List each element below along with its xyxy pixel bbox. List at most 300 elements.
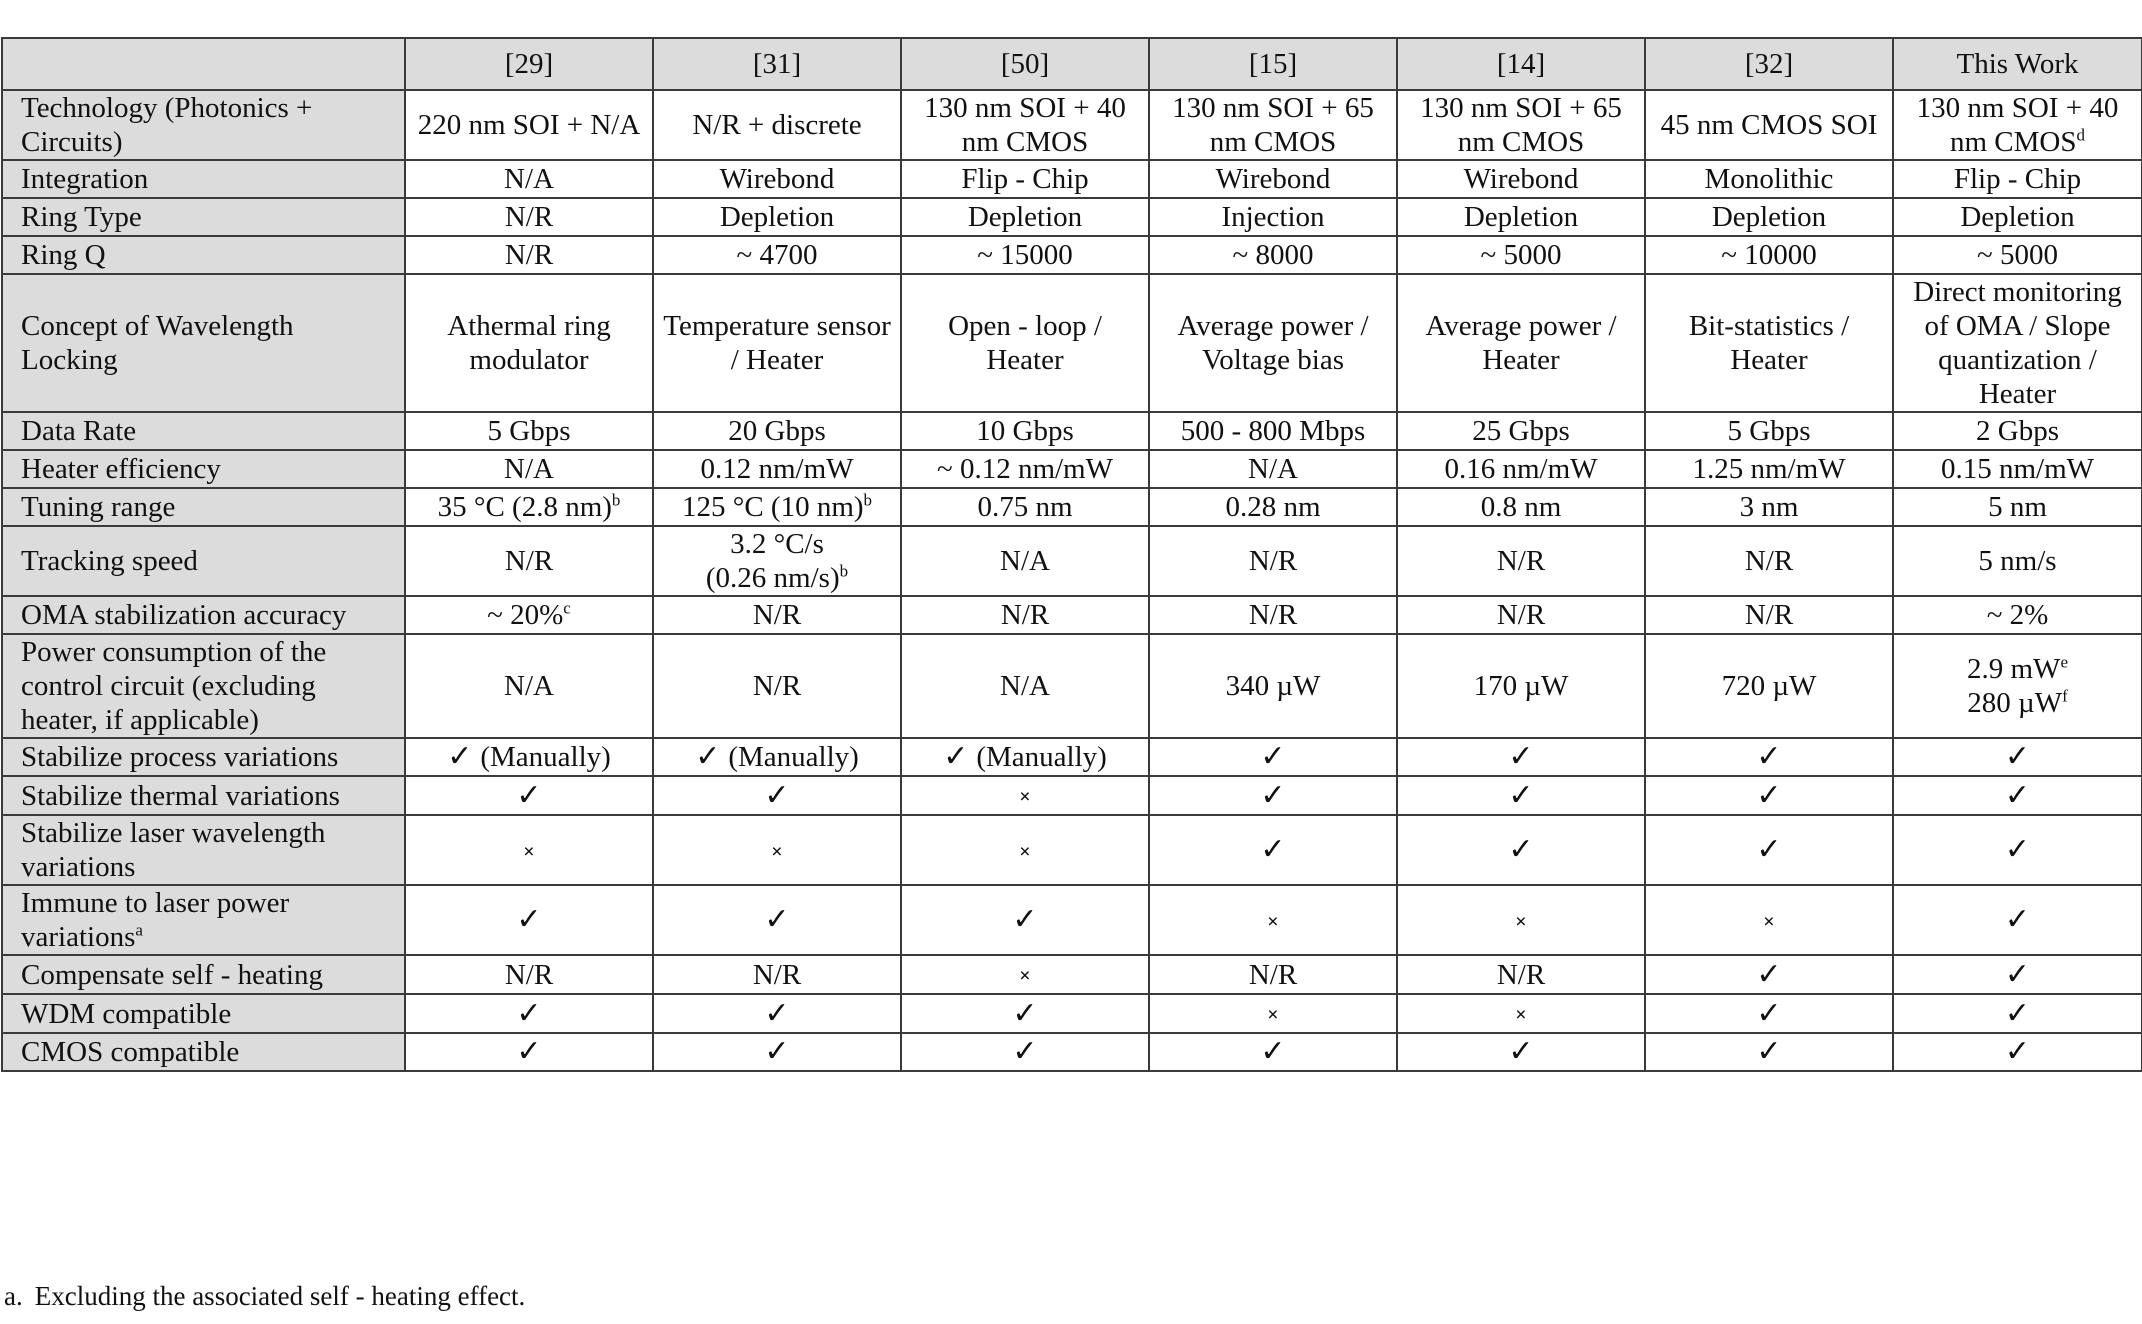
table-row: [2, 412, 2142, 450]
cell-text: 2.9 mW: [1967, 653, 2061, 685]
cell-text: Wirebond: [719, 163, 835, 195]
cell-text: 35 °C (2.8 nm): [437, 491, 612, 523]
table-cell: [405, 236, 653, 274]
cross-icon: ×: [523, 840, 535, 863]
table-cell: [1645, 274, 1893, 412]
cross-icon: ×: [1515, 910, 1527, 933]
table-cell: [1149, 955, 1397, 994]
footnote-text: Excluding the associated self - heating effect.: [34, 1281, 526, 1311]
table-cell: [1149, 274, 1397, 412]
table-cell: [901, 885, 1149, 955]
comparison-table: [1, 37, 2142, 1072]
cell-text: N/A: [504, 453, 554, 485]
check-icon: ✓: [2004, 740, 2031, 773]
table-row: [2, 634, 2142, 738]
cell-text: Depletion: [1463, 201, 1579, 233]
row-label-text: Technology (Photonics + Circuits): [21, 92, 313, 158]
table-cell: [653, 526, 901, 596]
column-header-text: [15]: [1248, 48, 1298, 80]
row-label-text: Stabilize process variations: [21, 741, 339, 773]
row-label-text: Ring Q: [21, 239, 106, 271]
check-icon: ✓: [1508, 833, 1534, 866]
cell-text: 10 Gbps: [976, 415, 1074, 447]
table-cell: [901, 596, 1149, 634]
table-cell: [1645, 994, 1893, 1033]
row-label-concept: [2, 274, 405, 412]
cell-text: Open - loop / Heater: [948, 310, 1102, 376]
row-label-data-rate: [2, 412, 405, 450]
cell-text: 45 nm CMOS SOI: [1660, 109, 1878, 141]
table-row: [2, 526, 2142, 596]
check-icon: ✓: [2004, 996, 2031, 1030]
table-cell: [1893, 412, 2142, 450]
column-header-text: [50]: [1000, 48, 1050, 80]
cell-text: Average power / Voltage bias: [1177, 310, 1369, 376]
cell-text: N/A: [1000, 670, 1050, 702]
check-icon: ✓: [1260, 778, 1286, 812]
check-icon: ✓: [2004, 957, 2031, 991]
cell-text: 0.15 nm/mW: [1940, 453, 2095, 485]
manual-note: (Manually): [728, 741, 859, 773]
cell-text: 20 Gbps: [728, 415, 826, 447]
cell-text: N/R: [1248, 599, 1298, 631]
check-icon: ✓: [516, 1035, 542, 1068]
table-cell: [1893, 885, 2142, 955]
table-cell: [901, 450, 1149, 488]
table-cell: [1893, 776, 2142, 815]
footnote-ref: b: [839, 561, 849, 581]
cross-icon: ×: [1267, 1004, 1279, 1026]
table-cell: [405, 488, 653, 526]
cross-icon: ×: [1019, 965, 1031, 987]
table-cell: [653, 815, 901, 885]
cell-text: Temperature sensor / Heater: [663, 310, 891, 376]
cell-text: N/R + discrete: [692, 109, 862, 141]
table-cell: [653, 955, 901, 994]
cell-text: Depletion: [1711, 201, 1827, 233]
table-cell: [1645, 236, 1893, 274]
row-label-ring-type: [2, 198, 405, 236]
column-header: [405, 38, 653, 90]
table-cell: [1149, 776, 1397, 815]
table-cell: [405, 815, 653, 885]
cell-text: N/A: [504, 163, 554, 195]
table-cell: [901, 815, 1149, 885]
table-cell: [1645, 596, 1893, 634]
footnote-ref: d: [2076, 125, 2085, 145]
row-label-text: Heater efficiency: [21, 453, 221, 485]
cell-text: N/A: [1248, 453, 1298, 485]
table-cell: [901, 160, 1149, 198]
table-row: [2, 450, 2142, 488]
table-cell: [405, 776, 653, 815]
table-cell: [405, 90, 653, 160]
table-cell: [1893, 815, 2142, 885]
cell-text: 130 nm SOI + 40 nm CMOS: [924, 92, 1126, 158]
manual-note: (Manually): [480, 741, 611, 773]
row-label-text: Concept of Wavelength Locking: [21, 310, 294, 376]
row-label-text: Integration: [21, 163, 149, 195]
row-label-wdm: [2, 994, 405, 1033]
check-icon: ✓: [943, 740, 969, 773]
cell-text: Direct monitoring of OMA / Slope quantization / Heater: [1913, 276, 2122, 410]
table-cell: [405, 160, 653, 198]
column-header-text: This Work: [1956, 48, 2079, 80]
table-cell: [1893, 994, 2142, 1033]
table-cell: [1149, 526, 1397, 596]
table-cell: [1397, 450, 1645, 488]
cell-text: ~ 2%: [1986, 599, 2049, 631]
column-header-text: [14]: [1496, 48, 1546, 80]
table-cell: [1397, 596, 1645, 634]
table-cell: [1645, 815, 1893, 885]
table-cell: [1893, 1033, 2142, 1071]
cell-text: N/R: [1000, 599, 1050, 631]
table-cell: [1645, 776, 1893, 815]
footnote-mark: a.: [4, 1281, 23, 1311]
footnote-ref: b: [863, 490, 873, 510]
table-cell: [1645, 634, 1893, 738]
check-icon: ✓: [764, 1035, 790, 1068]
table-cell: [1893, 596, 2142, 634]
table-cell: [1149, 634, 1397, 738]
cell-text: N/A: [504, 670, 554, 702]
table-cell: [901, 412, 1149, 450]
check-icon: ✓: [1756, 778, 1782, 812]
cell-text: 130 nm SOI + 65 nm CMOS: [1172, 92, 1374, 158]
table-row: [2, 1033, 2142, 1071]
table-row: [2, 994, 2142, 1033]
column-header-text: [29]: [504, 48, 554, 80]
table-cell: [1149, 488, 1397, 526]
table-cell: [1645, 160, 1893, 198]
check-icon: ✓: [764, 778, 790, 812]
cell-text: Monolithic: [1704, 163, 1834, 195]
table-cell: [653, 738, 901, 776]
cell-text: N/A: [1000, 545, 1050, 577]
table-cell: [1397, 815, 1645, 885]
check-icon: ✓: [2004, 1035, 2031, 1068]
row-label-text: Compensate self - heating: [21, 958, 323, 991]
table-cell: [1397, 885, 1645, 955]
row-label-process: [2, 738, 405, 776]
table-row: [2, 160, 2142, 198]
table-cell: [901, 634, 1149, 738]
check-icon: ✓: [1756, 996, 1782, 1030]
cell-text: Bit-statistics / Heater: [1688, 310, 1850, 376]
table-cell: [1397, 274, 1645, 412]
table-cell: [653, 596, 901, 634]
check-icon: ✓: [516, 903, 542, 936]
table-cell: [1645, 450, 1893, 488]
table-cell: [1893, 955, 2142, 994]
table-cell: [405, 526, 653, 596]
table-cell: [405, 198, 653, 236]
row-label-oma: [2, 596, 405, 634]
table-cell: [1397, 776, 1645, 815]
row-label-cmos: [2, 1033, 405, 1071]
footnote: [4, 1281, 525, 1312]
table-cell: [1645, 955, 1893, 994]
header-row: [2, 38, 2142, 90]
cell-text-line2: (0.26 nm/s): [705, 562, 840, 594]
table-cell: [1893, 526, 2142, 596]
row-label-text: Immune to laser power variations: [21, 887, 290, 953]
cell-text: Wirebond: [1463, 163, 1579, 195]
table-cell: [653, 634, 901, 738]
table-row: [2, 198, 2142, 236]
footnote-ref: b: [611, 490, 621, 510]
row-label-text: Tuning range: [21, 491, 176, 523]
check-icon: ✓: [1012, 903, 1038, 936]
row-label-self-heat: [2, 955, 405, 994]
table-cell: [901, 526, 1149, 596]
table-row: [2, 738, 2142, 776]
table-cell: [1397, 236, 1645, 274]
cell-text: Flip - Chip: [1953, 163, 2082, 195]
cross-icon: ×: [1019, 786, 1031, 808]
cell-text: 220 nm SOI + N/A: [417, 109, 641, 141]
check-icon: ✓: [1508, 740, 1534, 773]
cell-text: 0.28 nm: [1225, 491, 1321, 523]
table-cell: [653, 274, 901, 412]
row-label-technology: [2, 90, 405, 160]
check-icon: ✓: [1756, 740, 1782, 773]
cell-text: N/R: [504, 239, 554, 271]
table-body: [2, 38, 2142, 1071]
column-header: [1645, 38, 1893, 90]
comparison-table-container: [1, 37, 2141, 1072]
table-cell: [1397, 198, 1645, 236]
cell-text: N/R: [504, 545, 554, 577]
footnote-ref: a: [135, 920, 143, 940]
cell-text: 125 °C (10 nm): [681, 491, 864, 523]
table-cell: [1893, 738, 2142, 776]
cell-text: N/R: [1248, 545, 1298, 577]
header-corner-cell: [2, 38, 405, 90]
cell-text: Depletion: [967, 201, 1083, 233]
table-cell: [653, 90, 901, 160]
table-cell: [1645, 488, 1893, 526]
cell-text: N/R: [752, 958, 802, 991]
row-label-tracking: [2, 526, 405, 596]
table-cell: [1397, 526, 1645, 596]
table-cell: [1893, 90, 2142, 160]
cell-text: 130 nm SOI + 65 nm CMOS: [1420, 92, 1622, 158]
row-label-text: OMA stabilization accuracy: [21, 599, 347, 631]
table-cell: [1397, 738, 1645, 776]
check-icon: ✓: [1508, 778, 1534, 812]
check-icon: ✓: [2004, 833, 2031, 866]
cross-icon: ×: [1763, 910, 1775, 933]
check-icon: ✓: [1508, 1035, 1534, 1068]
cell-text: Wirebond: [1215, 163, 1331, 195]
table-cell: [1397, 90, 1645, 160]
table-cell: [1397, 634, 1645, 738]
table-cell: [405, 596, 653, 634]
table-cell: [653, 488, 901, 526]
cross-icon: ×: [1267, 910, 1279, 933]
cell-text: 3.2 °C/s: [730, 528, 824, 560]
table-cell: [1893, 198, 2142, 236]
cell-text: Depletion: [719, 201, 835, 233]
row-label-text: Stabilize thermal variations: [21, 779, 340, 812]
table-cell: [1893, 634, 2142, 738]
cell-text: N/R: [1744, 545, 1794, 577]
table-cell: [1893, 236, 2142, 274]
table-cell: [1397, 160, 1645, 198]
table-cell: [405, 450, 653, 488]
column-header: [1397, 38, 1645, 90]
cell-text: Depletion: [1960, 201, 2075, 233]
table-cell: [1397, 994, 1645, 1033]
table-cell: [653, 885, 901, 955]
check-icon: ✓: [1260, 833, 1286, 866]
cross-icon: ×: [771, 840, 783, 863]
row-label-laser-pw: [2, 885, 405, 955]
cell-text: ~ 0.12 nm/mW: [937, 453, 1113, 485]
check-icon: ✓: [1260, 740, 1286, 773]
table-cell: [901, 1033, 1149, 1071]
cell-text: N/R: [1248, 958, 1298, 991]
table-cell: [405, 885, 653, 955]
table-cell: [1149, 815, 1397, 885]
cell-text: Flip - Chip: [961, 163, 1089, 195]
table-cell: [901, 488, 1149, 526]
cell-text: 130 nm SOI + 40 nm CMOS: [1916, 92, 2119, 158]
cell-text: Athermal ring modulator: [447, 310, 611, 376]
table-cell: [405, 634, 653, 738]
check-icon: ✓: [1012, 1035, 1038, 1068]
table-cell: [1149, 1033, 1397, 1071]
table-row: [2, 776, 2142, 815]
table-cell: [653, 994, 901, 1033]
table-cell: [405, 738, 653, 776]
table-cell: [653, 236, 901, 274]
cell-text: N/R: [752, 599, 802, 631]
table-row: [2, 274, 2142, 412]
cell-text: 0.75 nm: [977, 491, 1073, 523]
table-cell: [1645, 738, 1893, 776]
cell-text: Average power / Heater: [1425, 310, 1617, 376]
check-icon: ✓: [1012, 996, 1038, 1030]
cell-text: 340 µW: [1225, 670, 1321, 702]
column-header: [1893, 38, 2142, 90]
check-icon: ✓: [695, 740, 721, 773]
column-header-text: [32]: [1744, 48, 1794, 80]
table-cell: [653, 412, 901, 450]
table-cell: [901, 994, 1149, 1033]
table-cell: [405, 994, 653, 1033]
table-cell: [1149, 994, 1397, 1033]
row-label-tuning: [2, 488, 405, 526]
row-label-text: Power consumption of the control circuit (excluding heater, if applicable): [21, 636, 327, 736]
row-label-laser-wl: [2, 815, 405, 885]
cell-text: 1.25 nm/mW: [1692, 453, 1846, 485]
row-label-text: Tracking speed: [21, 545, 198, 577]
row-label-text: Ring Type: [21, 201, 142, 233]
check-icon: ✓: [516, 996, 542, 1030]
cell-text: 170 µW: [1473, 670, 1569, 702]
table-cell: [1149, 450, 1397, 488]
check-icon: ✓: [2004, 778, 2031, 812]
table-cell: [1645, 90, 1893, 160]
table-cell: [1149, 885, 1397, 955]
cell-text: 3 nm: [1739, 491, 1799, 523]
cell-text: N/R: [1496, 545, 1546, 577]
cross-icon: ×: [1515, 1004, 1527, 1026]
table-cell: [1149, 412, 1397, 450]
row-label-text: Stabilize laser wavelength variations: [21, 817, 326, 883]
cross-icon: ×: [1019, 840, 1031, 863]
row-label-thermal: [2, 776, 405, 815]
row-label-text: CMOS compatible: [21, 1036, 240, 1068]
cell-text: N/R: [504, 201, 554, 233]
table-cell: [1645, 526, 1893, 596]
row-label-ring-q: [2, 236, 405, 274]
table-cell: [405, 955, 653, 994]
table-cell: [1397, 955, 1645, 994]
table-cell: [653, 198, 901, 236]
table-cell: [1893, 488, 2142, 526]
row-label-integration: [2, 160, 405, 198]
cell-text: N/R: [752, 670, 802, 702]
table-cell: [1645, 1033, 1893, 1071]
cell-text: N/R: [504, 958, 554, 991]
table-cell: [653, 776, 901, 815]
table-cell: [1149, 236, 1397, 274]
column-header: [901, 38, 1149, 90]
check-icon: ✓: [447, 740, 473, 773]
table-cell: [1149, 90, 1397, 160]
table-cell: [1397, 488, 1645, 526]
manual-note: (Manually): [976, 741, 1107, 773]
table-row: [2, 596, 2142, 634]
cell-text: 25 Gbps: [1472, 415, 1570, 447]
cell-text: 0.16 nm/mW: [1444, 453, 1598, 485]
cell-text: 5 Gbps: [487, 415, 571, 447]
table-cell: [901, 776, 1149, 815]
table-cell: [1893, 450, 2142, 488]
cell-text: 720 µW: [1721, 670, 1817, 702]
table-cell: [405, 1033, 653, 1071]
row-label-power: [2, 634, 405, 738]
cell-text: 5 nm/s: [1978, 545, 2057, 577]
table-row: [2, 885, 2142, 955]
table-cell: [1149, 738, 1397, 776]
cell-text: 5 Gbps: [1727, 415, 1811, 447]
row-label-text: Data Rate: [21, 415, 137, 447]
table-cell: [901, 955, 1149, 994]
table-cell: [1149, 596, 1397, 634]
table-row: [2, 955, 2142, 994]
row-label-heater-eff: [2, 450, 405, 488]
table-cell: [653, 1033, 901, 1071]
table-cell: [1149, 160, 1397, 198]
cell-text: 5 nm: [1988, 491, 2047, 523]
cell-text: N/R: [1496, 958, 1546, 991]
cell-text: 0.8 nm: [1480, 491, 1562, 523]
table-row: [2, 236, 2142, 274]
table-cell: [901, 236, 1149, 274]
cell-text: ~ 5000: [1977, 239, 2058, 271]
table-row: [2, 488, 2142, 526]
check-icon: ✓: [1260, 1035, 1286, 1068]
table-cell: [1645, 885, 1893, 955]
cell-text: 0.12 nm/mW: [700, 453, 854, 485]
check-icon: ✓: [764, 903, 790, 936]
cell-text: N/R: [1744, 599, 1794, 631]
